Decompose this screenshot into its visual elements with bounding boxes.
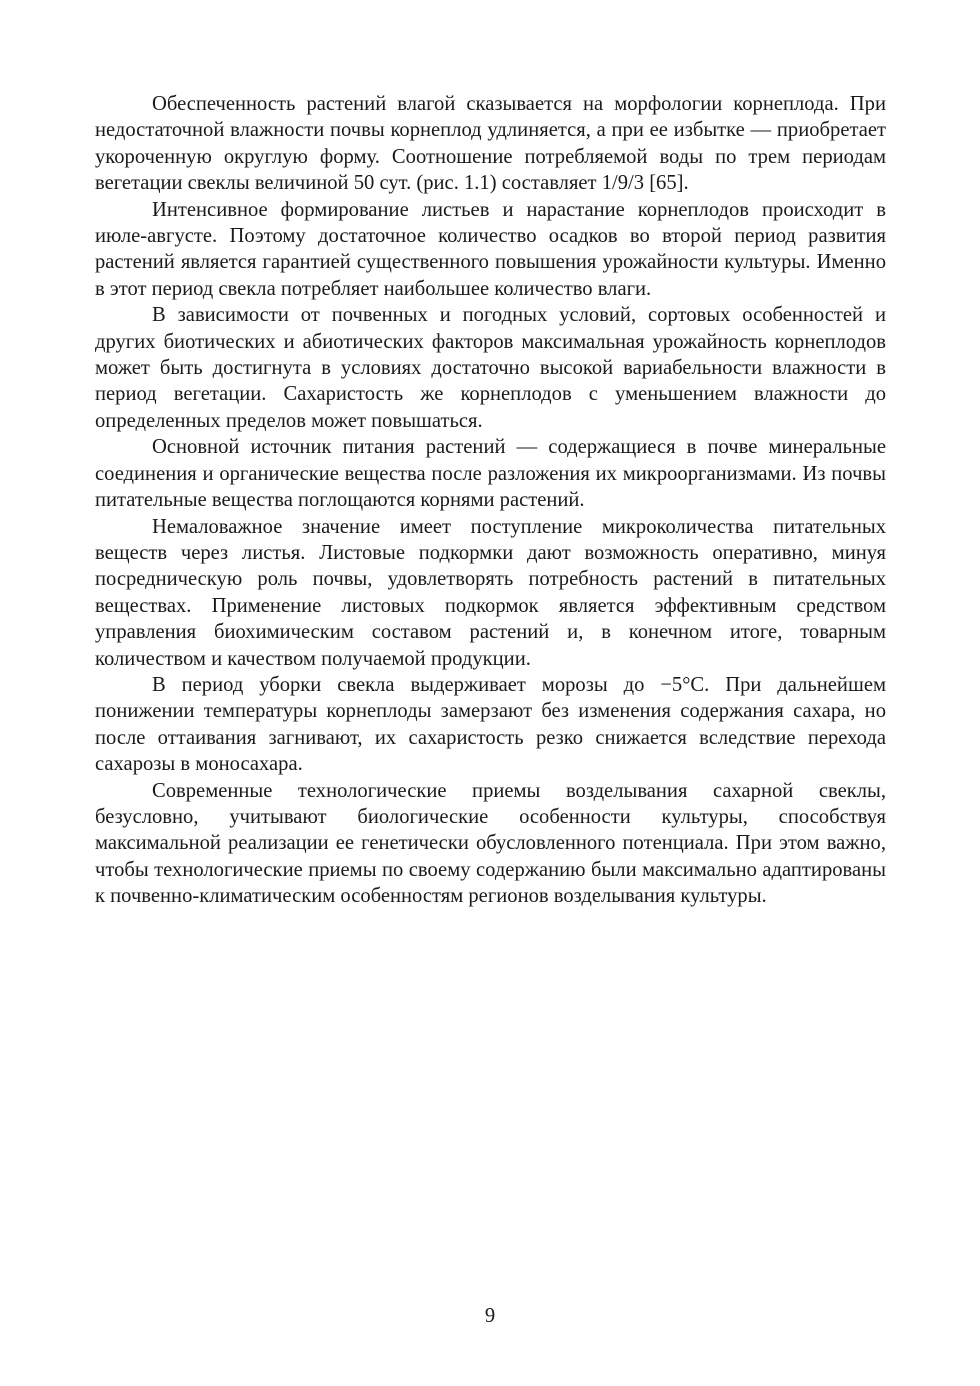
paragraph-modern-technology: Современные технологические приемы возделывания сахарной свеклы, безусловно, учитывают биологические особенности культуры, способствуя максимальной реализации ее генетически обусловленного потенциала. При этом важно, чтобы технологические приемы по своему содержанию были максимально адаптированы к почвенно-климатическим особенностям регионов возделывания культуры.: [95, 779, 886, 908]
paragraph-leaf-formation: Интенсивное формирование листьев и нарастание корнеплодов происходит в июле-августе. Поэтому достаточное количество осадков во второй период развития растений является гарантией существенного повышения урожайности культуры. Именно в этот период свекла потребляет наибольшее количество влаги.: [95, 198, 886, 300]
body-text: [95, 91, 886, 910]
paragraph-moisture-morphology: Обеспеченность растений влагой сказывается на морфологии корнеплода. При недостаточной влажности почвы корнеплод удлиняется, а при ее избытке — приобретает укороченную округлую форму. Соотношение потребляемой воды по трем периодам вегетации свеклы величиной 50 сут. (рис. 1.1) составляет 1/9/3 [65].: [95, 93, 886, 195]
paragraph-nutrition-source: Основной источник питания растений — содержащиеся в почве минеральные соединения и органические вещества после разложения их микроорганизмами. Из почвы питательные вещества поглощаются корнями растений.: [95, 436, 886, 512]
paragraph-foliar-feeding: Немаловажное значение имеет поступление микроколичества питательных веществ через листья. Листовые подкормки дают возможность оперативно, минуя посредническую роль почвы, удовлетворять потребность растений в питательных веществах. Применение листовых подкормок является эффективным средством управления биохимическим составом растений и, в конечном итоге, товарным количеством и качеством получаемой продукции.: [95, 515, 886, 670]
paragraph-frost-resistance: В период уборки свекла выдерживает морозы до −5°С. При дальнейшем понижении температуры корнеплоды замерзают без изменения содержания сахара, но после оттаивания загнивают, их сахаристость резко снижается вследствие перехода сахарозы в моносахара.: [95, 673, 886, 776]
page-number: 9: [484, 1305, 496, 1327]
paragraph-yield-conditions: В зависимости от почвенных и погодных условий, сортовых особенностей и других биотических и абиотических факторов максимальная урожайность корнеплодов может быть достигнута в условиях достаточно высокой вариабельности влажности в период вегетации. Сахаристость же корнеплодов с уменьшением влажности до определенных пределов может повышаться.: [95, 304, 886, 432]
